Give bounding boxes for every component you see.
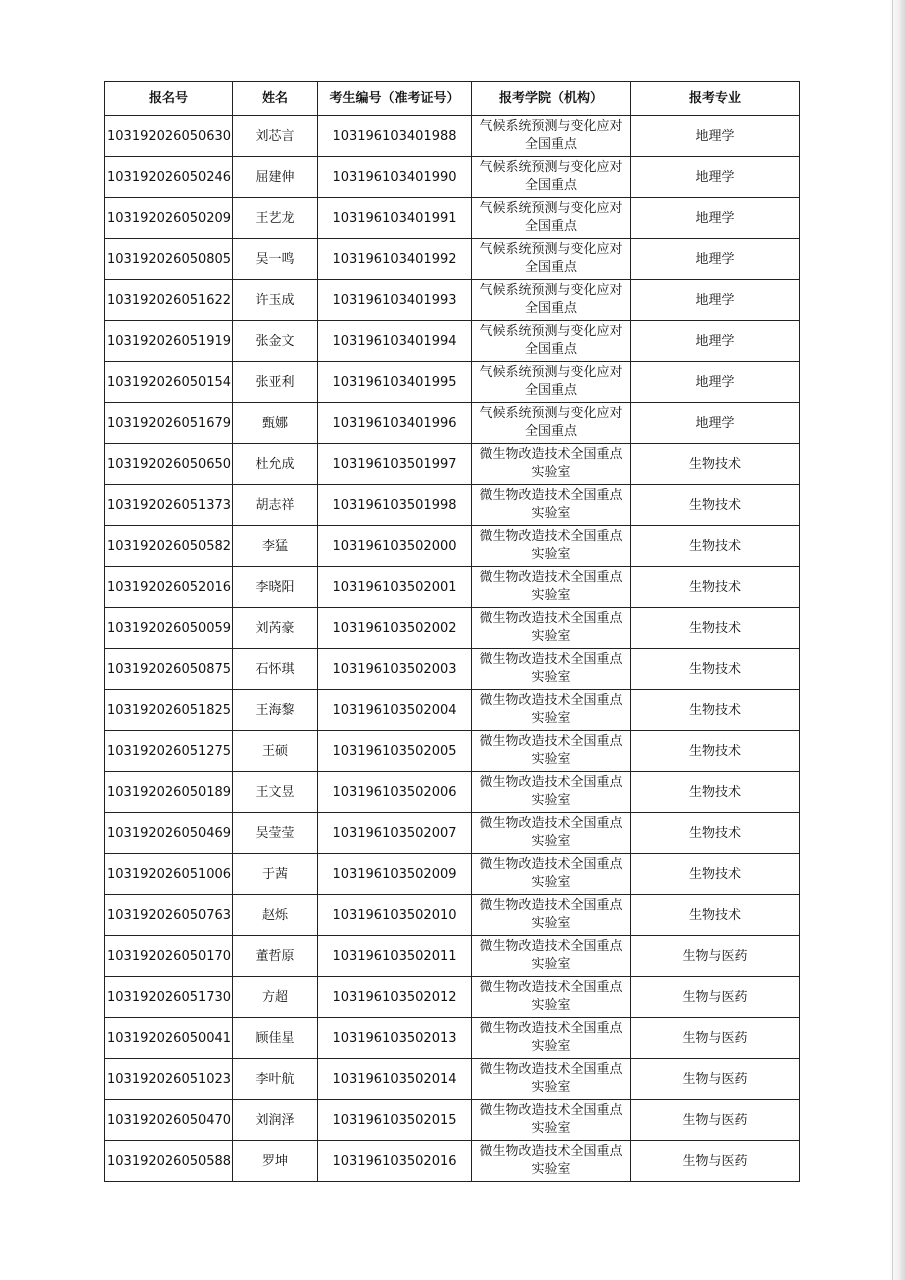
- table-header-row: [105, 82, 800, 116]
- cell-exam-no: 103196103502015: [318, 1100, 472, 1141]
- cell-exam-no: 103196103502004: [318, 690, 472, 731]
- header-exam-no: 考生编号（准考证号）: [318, 82, 472, 116]
- table-row: [105, 1018, 800, 1059]
- cell-name: 刘芮豪: [233, 608, 318, 649]
- cell-name: 王海黎: [233, 690, 318, 731]
- cell-college: 气候系统预测与变化应对全国重点: [472, 198, 631, 239]
- table-row: [105, 813, 800, 854]
- cell-exam-no: 103196103401990: [318, 157, 472, 198]
- cell-name: 杜允成: [233, 444, 318, 485]
- cell-reg-no: 103192026051006: [105, 854, 233, 895]
- cell-name: 方超: [233, 977, 318, 1018]
- cell-exam-no: 103196103501998: [318, 485, 472, 526]
- cell-reg-no: 103192026051825: [105, 690, 233, 731]
- cell-college: 气候系统预测与变化应对全国重点: [472, 116, 631, 157]
- cell-college: 微生物改造技术全国重点实验室: [472, 895, 631, 936]
- table-row: [105, 772, 800, 813]
- page-edge-line: [892, 0, 893, 1280]
- table-row: [105, 567, 800, 608]
- table-row: [105, 321, 800, 362]
- cell-reg-no: 103192026050041: [105, 1018, 233, 1059]
- cell-reg-no: 103192026050805: [105, 239, 233, 280]
- cell-college: 微生物改造技术全国重点实验室: [472, 772, 631, 813]
- cell-name: 王硕: [233, 731, 318, 772]
- table-row: [105, 1141, 800, 1182]
- cell-name: 甄娜: [233, 403, 318, 444]
- table-row: [105, 444, 800, 485]
- cell-exam-no: 103196103502005: [318, 731, 472, 772]
- table-row: [105, 895, 800, 936]
- table-row: [105, 690, 800, 731]
- cell-major: 地理学: [631, 198, 800, 239]
- cell-exam-no: 103196103502016: [318, 1141, 472, 1182]
- cell-major: 生物与医药: [631, 1100, 800, 1141]
- table-row: [105, 403, 800, 444]
- cell-major: 生物与医药: [631, 1018, 800, 1059]
- cell-exam-no: 103196103502010: [318, 895, 472, 936]
- cell-major: 生物技术: [631, 772, 800, 813]
- cell-major: 生物技术: [631, 444, 800, 485]
- cell-college: 微生物改造技术全国重点实验室: [472, 1018, 631, 1059]
- cell-reg-no: 103192026050650: [105, 444, 233, 485]
- cell-major: 生物与医药: [631, 1059, 800, 1100]
- table-row: [105, 198, 800, 239]
- cell-college: 微生物改造技术全国重点实验室: [472, 649, 631, 690]
- cell-exam-no: 103196103502014: [318, 1059, 472, 1100]
- cell-major: 地理学: [631, 403, 800, 444]
- cell-college: 气候系统预测与变化应对全国重点: [472, 157, 631, 198]
- table-row: [105, 731, 800, 772]
- table-row: [105, 526, 800, 567]
- cell-major: 生物与医药: [631, 1141, 800, 1182]
- cell-name: 李晓阳: [233, 567, 318, 608]
- cell-reg-no: 103192026050189: [105, 772, 233, 813]
- cell-major: 地理学: [631, 280, 800, 321]
- cell-name: 董哲原: [233, 936, 318, 977]
- cell-major: 地理学: [631, 362, 800, 403]
- cell-exam-no: 103196103502002: [318, 608, 472, 649]
- cell-major: 生物技术: [631, 608, 800, 649]
- cell-name: 张金文: [233, 321, 318, 362]
- header-major: 报考专业: [631, 82, 800, 116]
- cell-college: 气候系统预测与变化应对全国重点: [472, 403, 631, 444]
- cell-exam-no: 103196103502006: [318, 772, 472, 813]
- table-body: [105, 116, 800, 1182]
- cell-college: 气候系统预测与变化应对全国重点: [472, 280, 631, 321]
- cell-reg-no: 103192026051023: [105, 1059, 233, 1100]
- cell-reg-no: 103192026051622: [105, 280, 233, 321]
- cell-exam-no: 103196103401994: [318, 321, 472, 362]
- cell-name: 王艺龙: [233, 198, 318, 239]
- cell-name: 罗坤: [233, 1141, 318, 1182]
- table-row: [105, 239, 800, 280]
- cell-name: 顾佳星: [233, 1018, 318, 1059]
- cell-name: 赵烁: [233, 895, 318, 936]
- cell-college: 微生物改造技术全国重点实验室: [472, 444, 631, 485]
- admission-list-table: [104, 81, 800, 1182]
- cell-reg-no: 103192026050630: [105, 116, 233, 157]
- cell-exam-no: 103196103401991: [318, 198, 472, 239]
- cell-reg-no: 103192026050875: [105, 649, 233, 690]
- cell-reg-no: 103192026050246: [105, 157, 233, 198]
- cell-name: 石怀琪: [233, 649, 318, 690]
- cell-college: 微生物改造技术全国重点实验室: [472, 1059, 631, 1100]
- cell-name: 屈建伸: [233, 157, 318, 198]
- cell-college: 微生物改造技术全国重点实验室: [472, 485, 631, 526]
- cell-major: 生物技术: [631, 731, 800, 772]
- cell-major: 生物技术: [631, 895, 800, 936]
- cell-reg-no: 103192026051275: [105, 731, 233, 772]
- header-reg-no: 报名号: [105, 82, 233, 116]
- cell-major: 生物与医药: [631, 936, 800, 977]
- cell-name: 于茜: [233, 854, 318, 895]
- cell-reg-no: 103192026050582: [105, 526, 233, 567]
- cell-reg-no: 103192026052016: [105, 567, 233, 608]
- cell-exam-no: 103196103502001: [318, 567, 472, 608]
- cell-reg-no: 103192026050588: [105, 1141, 233, 1182]
- cell-name: 刘芯言: [233, 116, 318, 157]
- cell-college: 微生物改造技术全国重点实验室: [472, 731, 631, 772]
- cell-exam-no: 103196103501997: [318, 444, 472, 485]
- cell-college: 微生物改造技术全国重点实验室: [472, 813, 631, 854]
- cell-reg-no: 103192026050170: [105, 936, 233, 977]
- table-row: [105, 280, 800, 321]
- cell-reg-no: 103192026050154: [105, 362, 233, 403]
- cell-major: 生物技术: [631, 526, 800, 567]
- cell-college: 微生物改造技术全国重点实验室: [472, 690, 631, 731]
- cell-exam-no: 103196103502009: [318, 854, 472, 895]
- header-name: 姓名: [233, 82, 318, 116]
- cell-college: 气候系统预测与变化应对全国重点: [472, 239, 631, 280]
- cell-name: 刘润泽: [233, 1100, 318, 1141]
- header-college: 报考学院（机构）: [472, 82, 631, 116]
- cell-reg-no: 103192026051679: [105, 403, 233, 444]
- cell-college: 微生物改造技术全国重点实验室: [472, 936, 631, 977]
- cell-exam-no: 103196103502011: [318, 936, 472, 977]
- table-row: [105, 1100, 800, 1141]
- cell-college: 气候系统预测与变化应对全国重点: [472, 362, 631, 403]
- cell-exam-no: 103196103401995: [318, 362, 472, 403]
- cell-major: 地理学: [631, 321, 800, 362]
- cell-name: 李猛: [233, 526, 318, 567]
- cell-name: 吴一鸣: [233, 239, 318, 280]
- cell-reg-no: 103192026050059: [105, 608, 233, 649]
- cell-college: 微生物改造技术全国重点实验室: [472, 977, 631, 1018]
- cell-reg-no: 103192026050469: [105, 813, 233, 854]
- cell-major: 生物技术: [631, 690, 800, 731]
- cell-major: 生物与医药: [631, 977, 800, 1018]
- cell-major: 生物技术: [631, 485, 800, 526]
- cell-exam-no: 103196103502013: [318, 1018, 472, 1059]
- cell-major: 生物技术: [631, 854, 800, 895]
- table-row: [105, 157, 800, 198]
- cell-exam-no: 103196103401992: [318, 239, 472, 280]
- table-row: [105, 362, 800, 403]
- cell-exam-no: 103196103502003: [318, 649, 472, 690]
- cell-reg-no: 103192026050470: [105, 1100, 233, 1141]
- cell-exam-no: 103196103401996: [318, 403, 472, 444]
- cell-name: 王文昱: [233, 772, 318, 813]
- cell-exam-no: 103196103401993: [318, 280, 472, 321]
- cell-exam-no: 103196103502000: [318, 526, 472, 567]
- cell-name: 胡志祥: [233, 485, 318, 526]
- cell-major: 地理学: [631, 239, 800, 280]
- cell-college: 微生物改造技术全国重点实验室: [472, 526, 631, 567]
- table-row: [105, 854, 800, 895]
- cell-name: 许玉成: [233, 280, 318, 321]
- table-row: [105, 608, 800, 649]
- cell-college: 气候系统预测与变化应对全国重点: [472, 321, 631, 362]
- cell-major: 生物技术: [631, 649, 800, 690]
- cell-exam-no: 103196103502007: [318, 813, 472, 854]
- table-row: [105, 936, 800, 977]
- cell-reg-no: 103192026050209: [105, 198, 233, 239]
- cell-college: 微生物改造技术全国重点实验室: [472, 567, 631, 608]
- cell-exam-no: 103196103401988: [318, 116, 472, 157]
- cell-name: 张亚利: [233, 362, 318, 403]
- cell-major: 地理学: [631, 116, 800, 157]
- cell-major: 生物技术: [631, 813, 800, 854]
- cell-major: 生物技术: [631, 567, 800, 608]
- cell-reg-no: 103192026051373: [105, 485, 233, 526]
- cell-reg-no: 103192026051919: [105, 321, 233, 362]
- cell-college: 微生物改造技术全国重点实验室: [472, 608, 631, 649]
- cell-college: 微生物改造技术全国重点实验室: [472, 854, 631, 895]
- table-row: [105, 1059, 800, 1100]
- cell-college: 微生物改造技术全国重点实验室: [472, 1100, 631, 1141]
- cell-name: 李叶航: [233, 1059, 318, 1100]
- table-row: [105, 977, 800, 1018]
- table-row: [105, 116, 800, 157]
- cell-major: 地理学: [631, 157, 800, 198]
- table-row: [105, 649, 800, 690]
- table-row: [105, 485, 800, 526]
- cell-reg-no: 103192026050763: [105, 895, 233, 936]
- cell-exam-no: 103196103502012: [318, 977, 472, 1018]
- cell-college: 微生物改造技术全国重点实验室: [472, 1141, 631, 1182]
- cell-name: 吴莹莹: [233, 813, 318, 854]
- cell-reg-no: 103192026051730: [105, 977, 233, 1018]
